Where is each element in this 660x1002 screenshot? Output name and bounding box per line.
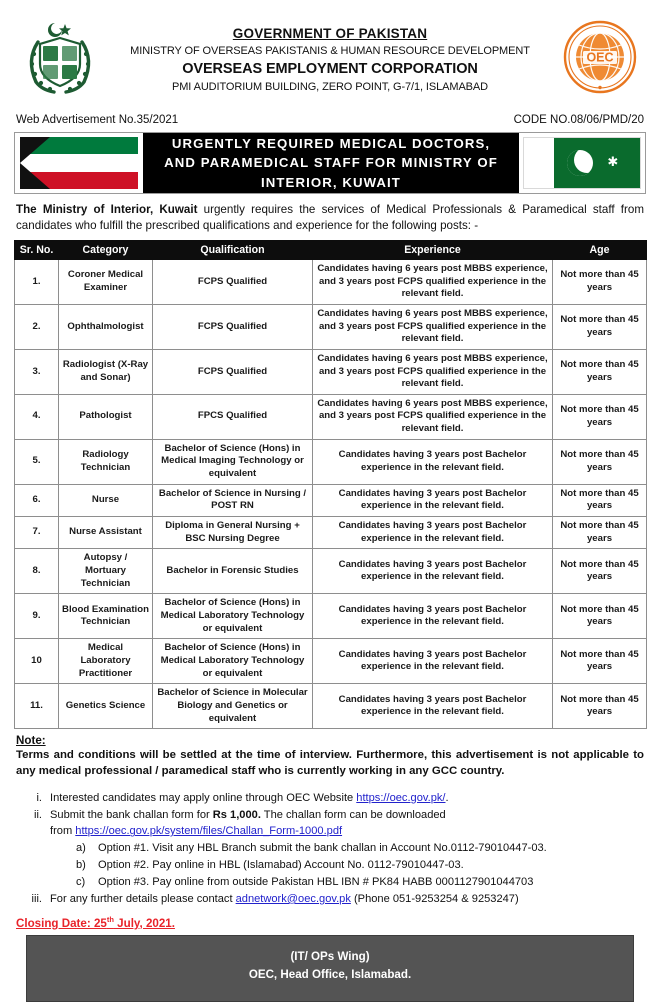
cell-qualification: Bachelor of Science in Molecular Biology and Genetics or equivalent [153, 684, 313, 729]
cell-qualification: Bachelor in Forensic Studies [153, 549, 313, 594]
cell-age: Not more than 45 years [553, 484, 647, 516]
closing-date-tail: July, 2021. [113, 916, 175, 930]
kuwait-flag-icon [15, 133, 143, 193]
instruction-marker: ii. [33, 808, 42, 821]
closing-date-label: Closing Date: 25 [16, 916, 107, 930]
contact-phone-text: (Phone 051-9253254 & 9253247) [350, 892, 519, 905]
cell-experience: Candidates having 3 years post Bachelor experience in the relevant field. [313, 517, 553, 549]
table-row [15, 484, 647, 516]
note-heading: Note: [16, 734, 46, 748]
cell-qualification: FPCS Qualified [153, 394, 313, 439]
cell-age: Not more than 45 years [553, 259, 647, 304]
instruction-2-continuation [16, 823, 644, 840]
cell-qualification: Bachelor of Science (Hons) in Medical Laboratory Technology or equivalent [153, 639, 313, 684]
cell-sr-no: 2. [15, 304, 59, 349]
challan-fee-amount: Rs 1,000. [212, 808, 261, 821]
payment-option-c-text: Option #3. Pay online from outside Pakistan HBL IBN # PK84 HABB 0001127901044703 [98, 876, 534, 889]
closing-date [14, 908, 646, 935]
cell-category: Medical Laboratory Practitioner [59, 639, 153, 684]
svg-text:OEC: OEC [586, 50, 614, 65]
instruction-marker: iii. [31, 892, 42, 905]
payment-option-a-text: Option #1. Visit any HBL Branch submit the bank challan in Account No.0112-79010447-03. [98, 842, 547, 855]
cell-sr-no: 5. [15, 439, 59, 484]
sub-marker: a) [76, 842, 86, 855]
cell-sr-no: 1. [15, 259, 59, 304]
instruction-text [50, 790, 644, 807]
cell-age: Not more than 45 years [553, 639, 647, 684]
cell-age: Not more than 45 years [553, 594, 647, 639]
cell-sr-no: 9. [15, 594, 59, 639]
headline-banner [14, 132, 646, 194]
header-title-block [106, 18, 554, 95]
instruction-2-tail: The challan form can be downloaded [260, 808, 446, 821]
instruction-1-tail: . [445, 791, 449, 804]
column-header-experience: Experience [313, 240, 553, 259]
intro-bold-lead: The Ministry of Interior, Kuwait [16, 203, 198, 216]
column-header-category: Category [59, 240, 153, 259]
instructions-list [14, 788, 646, 908]
cell-experience: Candidates having 3 years post Bachelor experience in the relevant field. [313, 439, 553, 484]
challan-form-link[interactable]: https://oec.gov.pk/system/files/Challan_Form-1000.pdf [75, 825, 343, 838]
vacancies-table [14, 240, 647, 729]
footer-box [26, 935, 634, 1002]
column-header-qualification: Qualification [153, 240, 313, 259]
cell-sr-no: 6. [15, 484, 59, 516]
cell-category: Radiology Technician [59, 439, 153, 484]
cell-age: Not more than 45 years [553, 304, 647, 349]
cell-category: Blood Examination Technician [59, 594, 153, 639]
cell-category: Nurse Assistant [59, 517, 153, 549]
cell-experience: Candidates having 6 years post MBBS experience, and 3 years post FCPS qualified experience in the relevant field. [313, 259, 553, 304]
sub-marker: c) [76, 876, 86, 889]
banner-line-3: INTERIOR, KUWAIT [261, 174, 401, 190]
contact-email-link[interactable]: adnetwork@oec.gov.pk [235, 892, 351, 905]
advertisement-meta-row [14, 110, 646, 132]
cell-experience: Candidates having 3 years post Bachelor experience in the relevant field. [313, 484, 553, 516]
table-row [15, 549, 647, 594]
payment-option-a [16, 840, 644, 857]
instruction-2-lead: Submit the bank challan form for [50, 808, 213, 821]
cell-sr-no: 7. [15, 517, 59, 549]
payment-option-c [16, 874, 644, 891]
table-row [15, 304, 647, 349]
banner-line-1: URGENTLY REQUIRED MEDICAL DOCTORS, [171, 136, 491, 152]
instruction-item-1 [16, 790, 644, 807]
cell-category: Autopsy / Mortuary Technician [59, 549, 153, 594]
table-header-row [15, 240, 647, 259]
code-number: CODE NO.08/06/PMD/20 [513, 114, 644, 126]
cell-experience: Candidates having 3 years post Bachelor experience in the relevant field. [313, 639, 553, 684]
instruction-item-3 [16, 891, 644, 908]
pakistan-flag-icon: ✱ [519, 133, 645, 193]
advertisement-number: Web Advertisement No.35/2021 [16, 114, 179, 126]
cell-age: Not more than 45 years [553, 549, 647, 594]
table-row [15, 394, 647, 439]
ministry-line: MINISTRY OF OVERSEAS PAKISTANIS & HUMAN RESOURCE DEVELOPMENT [130, 44, 530, 57]
cell-category: Coroner Medical Examiner [59, 259, 153, 304]
cell-category: Radiologist (X-Ray and Sonar) [59, 349, 153, 394]
cell-qualification: FCPS Qualified [153, 349, 313, 394]
cell-qualification: Bachelor of Science (Hons) in Medical Imaging Technology or equivalent [153, 439, 313, 484]
oec-website-link[interactable]: https://oec.gov.pk/ [356, 791, 446, 804]
cell-experience: Candidates having 6 years post MBBS experience, and 3 years post FCPS qualified experience in the relevant field. [313, 304, 553, 349]
cell-age: Not more than 45 years [553, 517, 647, 549]
cell-qualification: Diploma in General Nursing + BSC Nursing Degree [153, 517, 313, 549]
oec-globe-logo-icon [554, 18, 646, 94]
intro-rest: urgently requires the services of Medical Professionals & Paramedical staff from candidates who fulfill the prescribed qualifications and experience for the following posts: - [16, 203, 644, 233]
cell-sr-no: 11. [15, 684, 59, 729]
table-row [15, 684, 647, 729]
vacancies-table-body [15, 259, 647, 728]
instruction-text [50, 807, 644, 824]
organization-address: PMI AUDITORIUM BUILDING, ZERO POINT, G-7/1, ISLAMABAD [172, 80, 488, 93]
instruction-1-lead: Interested candidates may apply online through OEC Website [50, 791, 357, 804]
cell-experience: Candidates having 3 years post Bachelor experience in the relevant field. [313, 684, 553, 729]
instruction-item-2 [16, 807, 644, 824]
cell-experience: Candidates having 6 years post MBBS experience, and 3 years post FCPS qualified experience in the relevant field. [313, 349, 553, 394]
column-header-sr-no: Sr. No. [15, 240, 59, 259]
table-row [15, 594, 647, 639]
cell-category: Nurse [59, 484, 153, 516]
payment-option-b-text: Option #2. Pay online in HBL (Islamabad) Account No. 0112-79010447-03. [98, 859, 464, 872]
cell-qualification: Bachelor of Science in Nursing / POST RN [153, 484, 313, 516]
table-row [15, 517, 647, 549]
table-row [15, 439, 647, 484]
cell-category: Ophthalmologist [59, 304, 153, 349]
cell-age: Not more than 45 years [553, 394, 647, 439]
table-row [15, 349, 647, 394]
column-header-age: Age [553, 240, 647, 259]
cell-sr-no: 3. [15, 349, 59, 394]
pakistan-state-emblem-icon [14, 18, 106, 96]
closing-date-superscript: th [106, 914, 114, 924]
instruction-marker: i. [36, 791, 42, 804]
cell-age: Not more than 45 years [553, 684, 647, 729]
instruction-text [50, 891, 644, 908]
cell-sr-no: 4. [15, 394, 59, 439]
table-row [15, 259, 647, 304]
cell-qualification: FCPS Qualified [153, 259, 313, 304]
cell-qualification: Bachelor of Science (Hons) in Medical Laboratory Technology or equivalent [153, 594, 313, 639]
banner-line-2: AND PARAMEDICAL STAFF FOR MINISTRY OF [164, 155, 498, 171]
cell-category: Genetics Science [59, 684, 153, 729]
table-row [15, 639, 647, 684]
cell-qualification: FCPS Qualified [153, 304, 313, 349]
banner-headline [143, 133, 519, 193]
cell-age: Not more than 45 years [553, 439, 647, 484]
cell-sr-no: 10 [15, 639, 59, 684]
cell-sr-no: 8. [15, 549, 59, 594]
document-header [14, 0, 646, 110]
cell-experience: Candidates having 3 years post Bachelor experience in the relevant field. [313, 594, 553, 639]
footer-line-1: (IT/ OPs Wing) [290, 949, 370, 963]
from-label: from [50, 825, 76, 838]
sub-marker: b) [76, 859, 86, 872]
cell-experience: Candidates having 3 years post Bachelor experience in the relevant field. [313, 549, 553, 594]
instruction-3-lead: For any further details please contact [50, 892, 236, 905]
note-body: Terms and conditions will be settled at the time of interview. Furthermore, this advertisement is not applicable to any medical professional / paramedical staff who is currently working in any GCC country. [16, 749, 644, 777]
payment-option-b [16, 857, 644, 874]
cell-age: Not more than 45 years [553, 349, 647, 394]
organization-title: OVERSEAS EMPLOYMENT CORPORATION [182, 61, 478, 78]
cell-category: Pathologist [59, 394, 153, 439]
intro-paragraph [14, 194, 646, 240]
cell-experience: Candidates having 6 years post MBBS experience, and 3 years post FCPS qualified experience in the relevant field. [313, 394, 553, 439]
footer-line-2: OEC, Head Office, Islamabad. [248, 968, 412, 982]
government-title: GOVERNMENT OF PAKISTAN [232, 26, 428, 41]
